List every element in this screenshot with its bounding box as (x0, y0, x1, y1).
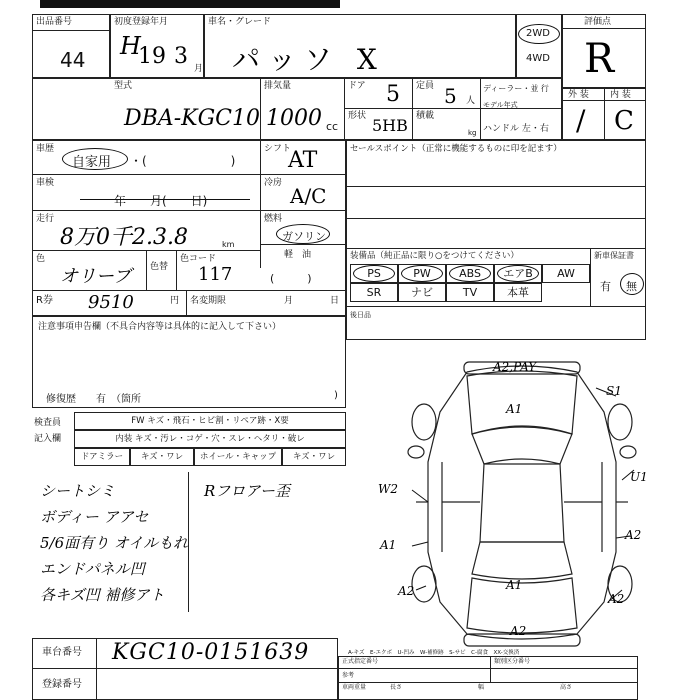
shift-value: AT (288, 148, 318, 173)
warranty-yes: 有 (600, 280, 611, 293)
interior-grade: C (614, 106, 634, 136)
diagram-mark: A1 (380, 538, 397, 552)
front-left-wheel (412, 404, 436, 440)
equipment-item: エアB (494, 264, 542, 283)
left-mirror (408, 446, 424, 458)
color-code-label: 色コード (180, 254, 217, 264)
handwritten-note: エンドパネル凹 (40, 560, 145, 578)
diagram-mark: A1 (506, 402, 523, 416)
color-code-value: 117 (198, 264, 233, 285)
score-value: R (584, 36, 615, 82)
car-name-label: 車名・グレード (208, 17, 272, 27)
history-suffix: ・( ) (130, 154, 236, 168)
equipment-label: 装備品（純正品に限り○をつけてください） (350, 251, 519, 261)
model-label: 型式 (114, 81, 133, 91)
inspector-cell: ホイール・キャップ (194, 448, 282, 466)
entry-label: 記入欄 (34, 434, 62, 444)
inspector-label: 検査員 (34, 418, 62, 428)
reg-month: 3 (174, 44, 188, 69)
cc-unit: cc (326, 120, 339, 133)
reg-era: H (120, 32, 141, 60)
diagram-mark: A2,PAY (493, 360, 537, 374)
color-change-label: 色替 (150, 262, 169, 272)
header-black-bar (40, 0, 340, 8)
warranty-no: 無 (626, 280, 637, 293)
capacity-label: 定員 (416, 81, 435, 91)
name-change-day: 日 (330, 296, 340, 306)
door-label: ドア (348, 81, 366, 91)
exterior-label: 外 装 (568, 90, 589, 100)
model-value: DBA-KGC10 (124, 106, 260, 131)
damage-legend: A-キズ E-エクボ U-凹み W-補修跡 S-サビ C-腐食 XX-交換済 (348, 650, 520, 656)
equipment-item: AW (542, 264, 590, 283)
inspector-cell: キズ・ワレ (130, 448, 194, 466)
front-right-wheel (608, 404, 632, 440)
doc-box (338, 656, 638, 700)
equipment-circle (353, 265, 395, 282)
lot-number-label: 出品番号 (36, 17, 73, 27)
roof (480, 464, 564, 542)
doc-label: 長さ (390, 684, 403, 691)
person-unit: 人 (466, 96, 476, 106)
equipment-item: 本革 (494, 283, 542, 302)
body-value: 5HB (372, 116, 408, 135)
handwritten-note: 5/6面有り オイルもれ (40, 534, 189, 552)
km-unit: km (222, 240, 235, 249)
diagram-mark: A1 (506, 578, 523, 592)
doors-value: 5 (386, 82, 400, 107)
equipment-item: PW (398, 264, 446, 283)
equipment-circle (497, 265, 539, 282)
windshield (472, 426, 572, 464)
equipment-item: ナビ (398, 283, 446, 302)
color-label: 色 (36, 254, 46, 264)
car-damage-diagram (372, 352, 672, 652)
drive-4wd: 4WD (526, 53, 550, 64)
rear-left-wheel (412, 566, 436, 602)
inspector-cell: ドアミラー (74, 448, 130, 466)
name-change-month: 月 (284, 296, 294, 306)
doc-label: 類別区分番号 (494, 658, 531, 665)
right-mirror (620, 446, 636, 458)
doc-label: 幅 (478, 684, 485, 691)
ac-value: A/C (290, 184, 327, 208)
reg-year: 19 (138, 44, 166, 69)
body-label: 形状 (348, 111, 367, 121)
equipment-item: PS (350, 264, 398, 283)
inspector-cell: キズ・ワレ (282, 448, 346, 466)
color-value: オリーブ (60, 266, 132, 287)
declaration-label: 注意事項申告欄（不具合内容等は具体的に記入して下さい） (38, 322, 282, 332)
rear-window (472, 542, 572, 579)
displacement-value: 1000 (266, 106, 322, 131)
inspection-value: 年 月( 日) (114, 194, 208, 208)
equipment-item: SR (350, 283, 398, 302)
light-oil-label: 軽 油 (284, 250, 312, 260)
load-label: 積載 (416, 111, 435, 121)
diagram-mark: W2 (378, 482, 398, 496)
equipment-circle (401, 265, 443, 282)
handle-label: ハンドル 左・右 (483, 124, 549, 134)
diagram-mark: A2 (625, 528, 642, 542)
repair-label: 修復歴 有 （箇所 (46, 394, 141, 405)
equipment-item: TV (446, 283, 494, 302)
equipment-item: ABS (446, 264, 494, 283)
inspector-row-1: FW キズ・飛石・ヒビ割・リペア跡・X要 (74, 412, 346, 430)
recycle-label: R券 (36, 295, 53, 306)
handwritten-note: ボディー アアセ (40, 508, 149, 526)
yen-unit: 円 (170, 296, 180, 306)
doc-label: 高さ (560, 684, 573, 691)
chassis-number: KGC10-0151639 (112, 640, 310, 665)
kg-unit: kg (468, 129, 477, 137)
diagram-mark: A2 (510, 624, 527, 638)
plate-label: 登録番号 (42, 679, 82, 690)
fuel-value: ガソリン (282, 230, 326, 243)
diagram-mark: A2 (608, 592, 625, 606)
first-reg-label: 初度登録年月 (114, 17, 169, 27)
interior-label: 内 装 (610, 90, 631, 100)
handwritten-note: Rフロアー歪 (204, 482, 290, 500)
light-oil-paren: ( ) (270, 272, 312, 285)
model-year-label: モデル年式 (483, 101, 518, 109)
equipment-circle (449, 265, 491, 282)
lot-number: 44 (60, 48, 86, 72)
doc-label: 参考 (342, 672, 355, 679)
recycle-fee: 9510 (88, 292, 134, 313)
mileage-value: 8万0千2.3.8 (60, 225, 188, 250)
rear-items-label: 後日品 (350, 311, 371, 319)
sales-point-label: セールスポイント（正常に機能するものに印を記ます） (350, 144, 562, 154)
diagram-mark: A2 (398, 584, 415, 598)
displacement-label: 排気量 (264, 81, 292, 91)
doc-label: 正式指定番号 (342, 658, 379, 665)
score-label: 評価点 (584, 17, 612, 27)
inspector-row-2: 内装 キズ・汚レ・コゲ・穴・スレ・ヘタリ・破レ (74, 430, 346, 448)
car-name: パッソ X (232, 43, 385, 76)
private-use: 自家用 (72, 155, 112, 170)
fuel-label: 燃料 (264, 214, 283, 224)
exterior-grade: / (576, 104, 586, 137)
chassis-label: 車台番号 (42, 647, 82, 658)
repair-close: ) (334, 390, 338, 401)
mileage-label: 走行 (36, 214, 55, 224)
handwritten-note: シートシミ (40, 482, 116, 500)
inspection-label: 車検 (36, 178, 55, 188)
shift-label: シフト (264, 144, 292, 154)
diagram-mark: U1 (630, 470, 648, 484)
drive-2wd: 2WD (526, 28, 550, 39)
sales-point-box (346, 140, 646, 340)
month-unit: 月 (194, 64, 204, 74)
name-change-label: 名変期限 (190, 296, 227, 306)
warranty-label: 新車保証書 (594, 251, 634, 260)
handwritten-note: 各キズ凹 補修アト (40, 586, 165, 604)
doc-label: 車両重量 (342, 684, 367, 691)
ac-label: 冷房 (264, 178, 283, 188)
capacity-value: 5 (444, 84, 457, 108)
history-label: 車歴 (36, 144, 55, 154)
dealer-label: ディーラー・並 行 (483, 84, 549, 93)
diagram-mark: S1 (606, 384, 622, 398)
